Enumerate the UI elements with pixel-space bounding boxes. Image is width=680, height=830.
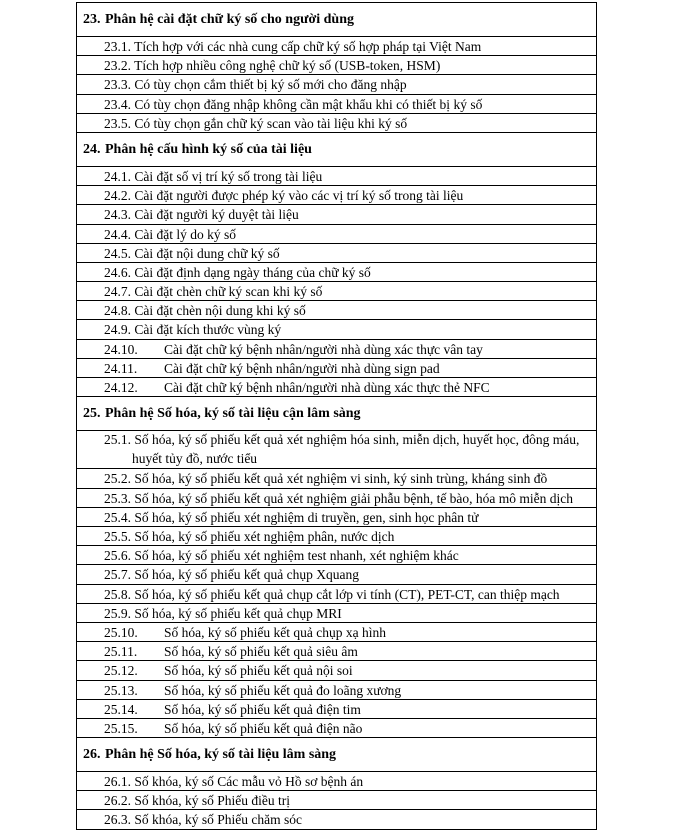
item-number: 25.1. <box>104 432 131 448</box>
item-text: Cài đặt định dạng ngày tháng của chữ ký số <box>134 264 371 280</box>
table-row <box>77 75 596 94</box>
table-row <box>77 489 596 508</box>
item-text: Số hóa, ký số phiếu kết quả đo loãng xương <box>164 682 402 698</box>
item-number: 24.6. <box>104 264 131 280</box>
table-row <box>77 205 596 224</box>
table-row <box>77 263 596 282</box>
item-number: 25.6. <box>104 548 131 564</box>
item-number: 25.3. <box>104 490 131 506</box>
section-title: Phân hệ Số hóa, ký số tài liệu cận lâm sàng <box>105 406 361 422</box>
item-text: Số hóa, ký số phiếu kết quả chụp MRI <box>134 605 342 621</box>
table-row <box>77 114 596 133</box>
table-row <box>77 378 596 397</box>
table-row <box>77 225 596 244</box>
item-number: 25.4. <box>104 509 131 525</box>
item-text: Số hóa, ký số phiếu kết quả điện tim <box>164 701 361 717</box>
section-number: 23. <box>83 12 101 27</box>
item-number: 26.2. <box>104 793 131 809</box>
table-row <box>77 642 596 661</box>
item-number: 23.5. <box>104 115 131 131</box>
item-text: Cài đặt chữ ký bệnh nhân/người nhà dùng sign pad <box>164 360 440 376</box>
item-number: 25.2. <box>104 471 131 487</box>
item-text: Số khóa, ký số Phiếu điều trị <box>134 793 290 809</box>
item-number: 25.15. <box>104 720 138 736</box>
item-number: 24.7. <box>104 284 131 300</box>
table-row <box>77 359 596 378</box>
item-text: Số hóa, ký số phiếu kết quả siêu âm <box>164 644 358 660</box>
table-row <box>77 469 596 488</box>
table-row <box>77 719 596 738</box>
item-text: Số hóa, ký số phiếu kết quả điện não <box>164 720 363 736</box>
table-row <box>77 186 596 205</box>
item-number: 25.5. <box>104 529 131 545</box>
item-text: Số hóa, ký số phiếu xét nghiệm phân, nước dịch <box>134 529 395 545</box>
section-heading <box>77 133 596 167</box>
section-title: Phân hệ Số hóa, ký số tài liệu lâm sàng <box>105 747 337 763</box>
table-row <box>77 681 596 700</box>
item-number: 23.4. <box>104 96 131 112</box>
item-text: Có tùy chọn cắm thiết bị ký số mới cho đăng nhập <box>134 77 407 93</box>
table-row <box>77 320 596 339</box>
item-text: Có tùy chọn đăng nhập không cần mật khẩu khi có thiết bị ký số <box>134 96 483 112</box>
section-heading <box>77 3 596 37</box>
table-row <box>77 56 596 75</box>
section-heading <box>77 397 596 431</box>
item-number: 23.1. <box>104 39 131 54</box>
item-number: 24.2. <box>104 188 131 204</box>
item-text: Số hóa, ký số phiếu kết quả chụp Xquang <box>134 567 359 583</box>
table-row <box>77 167 596 186</box>
item-text: Cài đặt chèn nội dung khi ký số <box>134 303 306 319</box>
table-row <box>77 95 596 114</box>
item-text: Cài đặt nội dung chữ ký số <box>134 245 280 261</box>
item-text: Số khóa, ký số Các mẫu vỏ Hồ sơ bệnh án <box>134 774 364 790</box>
table-row <box>77 585 596 604</box>
item-text: Cài đặt người ký duyệt tài liệu <box>134 207 299 223</box>
item-text: Số hóa, ký số phiếu kết quả chụp cắt lớp vi tính (CT), PET-CT, can thiệp mạch <box>134 586 560 602</box>
table-row <box>77 301 596 320</box>
item-text: Số hóa, ký số phiếu xét nghiệm di truyền, gen, sinh học phân tử <box>134 509 479 525</box>
item-text-continued: huyết tủy đồ, nước tiểu <box>132 450 258 466</box>
item-number: 24.1. <box>104 168 131 184</box>
item-number: 24.10. <box>104 341 138 357</box>
section-number: 25. <box>83 406 101 422</box>
item-number: 23.2. <box>104 58 131 74</box>
item-text: Cài đặt chèn chữ ký scan khi ký số <box>134 284 323 300</box>
table-row <box>77 772 596 791</box>
item-text: Số hóa, ký số phiếu kết quả xét nghiệm giải phẫu bệnh, tế bào, hóa mô miễn dịch <box>134 490 574 506</box>
item-text: Số khóa, ký số Phiếu chăm sóc <box>134 812 302 828</box>
item-text: Cài đặt kích thước vùng ký <box>134 322 282 338</box>
item-text: Có tùy chọn gắn chữ ký scan vào tài liệu khi ký số <box>134 115 408 131</box>
item-number: 25.12. <box>104 663 138 679</box>
section-number: 24. <box>83 141 101 157</box>
table-row <box>77 546 596 565</box>
section-heading <box>77 738 596 772</box>
item-text: Cài đặt chữ ký bệnh nhân/người nhà dùng xác thực vân tay <box>164 341 483 357</box>
table-row <box>77 623 596 642</box>
item-number: 25.14. <box>104 701 138 717</box>
item-number: 26.3. <box>104 812 131 828</box>
table-row <box>77 700 596 719</box>
item-number: 25.7. <box>104 567 131 583</box>
item-number: 25.9. <box>104 605 131 621</box>
item-text: Số hóa, ký số phiếu kết quả chụp xạ hình <box>164 624 386 640</box>
table-row <box>77 810 596 829</box>
item-number: 24.4. <box>104 226 131 242</box>
item-number: 24.3. <box>104 207 131 223</box>
table-row <box>77 431 596 469</box>
item-text: Cài đặt số vị trí ký số trong tài liệu <box>134 168 323 184</box>
table-row <box>77 604 596 623</box>
section-number: 26. <box>83 747 101 763</box>
item-text: Cài đặt chữ ký bệnh nhân/người nhà dùng xác thực thẻ NFC <box>164 380 490 395</box>
table-row <box>77 244 596 263</box>
item-text: Số hóa, ký số phiếu xét nghiệm test nhanh, xét nghiệm khác <box>134 548 459 564</box>
item-number: 25.10. <box>104 624 138 640</box>
item-number: 25.13. <box>104 682 138 698</box>
table-row <box>77 508 596 527</box>
table-row <box>77 282 596 301</box>
table-row <box>77 661 596 680</box>
item-number: 26.1. <box>104 774 131 790</box>
section-title: Phân hệ cấu hình ký số của tài liệu <box>105 141 312 157</box>
table-row <box>77 527 596 546</box>
item-text: Cài đặt người được phép ký vào các vị trí ký số trong tài liệu <box>134 188 464 204</box>
requirements-table <box>76 2 597 830</box>
table-row <box>77 565 596 584</box>
section-title: Phân hệ cài đặt chữ ký số cho người dùng <box>105 12 354 27</box>
item-number: 25.8. <box>104 586 131 602</box>
item-text: Số hóa, ký số phiếu kết quả nội soi <box>164 663 353 679</box>
item-text: Số hóa, ký số phiếu kết quả xét nghiệm hóa sinh, miễn dịch, huyết học, đông máu, <box>134 432 580 448</box>
table-row <box>77 37 596 56</box>
table-row <box>77 340 596 359</box>
item-text: Tích hợp với các nhà cung cấp chữ ký số hợp pháp tại Việt Nam <box>134 39 482 54</box>
item-number: 23.3. <box>104 77 131 93</box>
item-number: 24.9. <box>104 322 131 338</box>
item-text: Tích hợp nhiều công nghệ chữ ký số (USB-token, HSM) <box>134 58 441 74</box>
item-number: 24.12. <box>104 380 138 395</box>
item-text: Cài đặt lý do ký số <box>134 226 236 242</box>
table-row <box>77 791 596 810</box>
item-number: 24.8. <box>104 303 131 319</box>
item-number: 24.11. <box>104 360 138 376</box>
item-number: 25.11. <box>104 644 138 660</box>
item-number: 24.5. <box>104 245 131 261</box>
item-text: Số hóa, ký số phiếu kết quả xét nghiệm vi sinh, ký sinh trùng, kháng sinh đồ <box>134 471 548 487</box>
